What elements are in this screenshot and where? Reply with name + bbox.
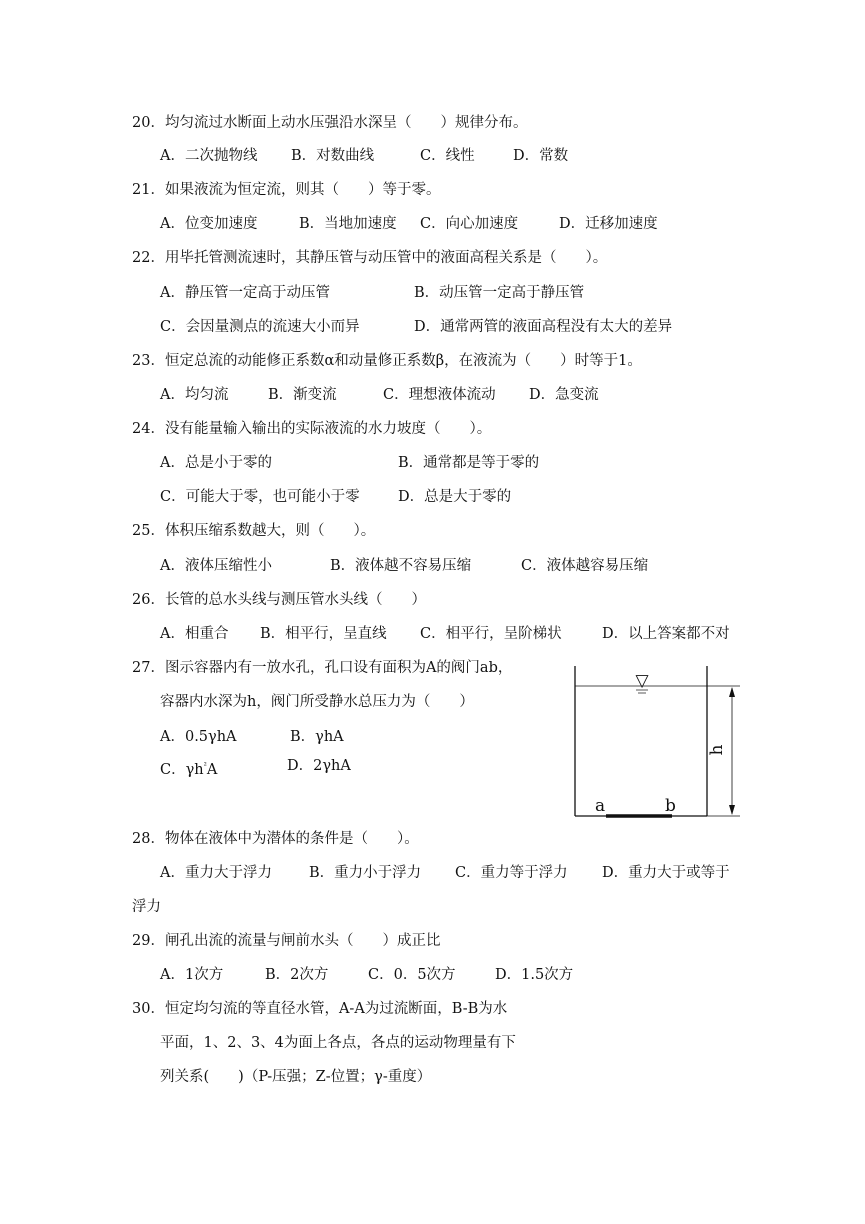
- q20-option-a: A．二次抛物线: [160, 148, 258, 164]
- q20-option-c: C．线性: [420, 148, 475, 164]
- q27-option-c: [160, 756, 217, 780]
- q22-option-d: D．通常两管的液面高程没有太大的差异: [414, 319, 673, 335]
- q23-option-c: C．理想液体流动: [383, 387, 496, 403]
- q22-option-c: C．会因量测点的流速大小而异: [160, 319, 360, 335]
- question-27-stem-line2: 容器内水深为h，阀门所受静水总压力为（ ）: [160, 694, 474, 710]
- dim-arrow-down-icon: [729, 805, 735, 815]
- q27-option-c-area: A: [206, 762, 218, 778]
- question-22-stem: 22．用毕托管测流速时，其静压管与动压管中的液面高程关系是（ ）。: [132, 250, 608, 266]
- question-24-stem: 24．没有能量输入输出的实际液流的水力坡度（ ）。: [132, 421, 492, 437]
- water-surface-icon: ▽: [635, 671, 649, 691]
- question-23-stem: 23．恒定总流的动能修正系数α和动量修正系数β，在液流为（ ）时等于1。: [132, 353, 642, 369]
- q24-option-d: D．总是大于零的: [398, 489, 512, 505]
- q26-option-d: D．以上答案都不对: [602, 626, 730, 642]
- q25-option-b: B．液体越不容易压缩: [330, 558, 472, 574]
- q29-option-c: C．0．5次方: [368, 967, 456, 983]
- label-a: a: [595, 796, 606, 816]
- q26-option-a: A．相重合: [160, 626, 229, 642]
- question-27-stem: 27．图示容器内有一放水孔，孔口设有面积为A的阀门ab，: [132, 660, 513, 676]
- q27-option-b: B．γhA: [290, 729, 344, 745]
- question-29-stem: 29．闸孔出流的流量与闸前水头（ ）成正比: [132, 933, 441, 949]
- q20-option-d: D．常数: [513, 148, 569, 164]
- q28-option-d-continuation: 浮力: [132, 899, 161, 915]
- q28-option-b: B．重力小于浮力: [309, 865, 422, 881]
- q29-option-b: B．2次方: [265, 967, 329, 983]
- question-26-stem: 26．长管的总水头线与测压管水头线（ ）: [132, 592, 426, 608]
- q23-option-a: A．均匀流: [160, 387, 229, 403]
- label-h: h: [707, 744, 727, 756]
- q29-option-d: D．1.5次方: [495, 967, 574, 983]
- q27-option-d: D．2γhA: [287, 758, 351, 774]
- question-21-stem: 21．如果液流为恒定流，则其（ ）等于零。: [132, 182, 441, 198]
- question-25-stem: 25．体积压缩系数越大，则（ ）。: [132, 523, 376, 539]
- question-30-stem-line3: 列关系( )（P-压强；Z-位置；γ-重度）: [160, 1069, 432, 1085]
- question-30-stem-line2: 平面，1、2、3、4为面上各点，各点的运动物理量有下: [160, 1035, 516, 1051]
- container-diagram-svg: [572, 664, 742, 822]
- q26-option-b: B．相平行，呈直线: [260, 626, 387, 642]
- q22-option-b: B．动压管一定高于静压管: [414, 285, 585, 301]
- q21-option-d: D．迁移加速度: [559, 216, 658, 232]
- question-30-stem: 30．恒定均匀流的等直径水管，A-A为过流断面，B-B为水: [132, 1001, 508, 1017]
- q23-option-d: D．急变流: [529, 387, 599, 403]
- q23-option-b: B．渐变流: [268, 387, 337, 403]
- question-20-stem: 20．均匀流过水断面上动水压强沿水深呈（ ）规律分布。: [132, 115, 528, 131]
- q25-option-a: A．液体压缩性小: [160, 558, 272, 574]
- q21-option-c: C．向心加速度: [420, 216, 519, 232]
- label-b: b: [665, 796, 676, 816]
- container-diagram: [572, 664, 742, 822]
- q24-option-c: C．可能大于零，也可能小于零: [160, 489, 360, 505]
- dim-arrow-up-icon: [729, 687, 735, 697]
- q27-option-c-base: C．γh: [160, 762, 204, 778]
- q24-option-a: A．总是小于零的: [160, 455, 272, 471]
- q27-option-a: A．0.5γhA: [160, 729, 237, 745]
- q21-option-b: B．当地加速度: [299, 216, 397, 232]
- q26-option-c: C．相平行，呈阶梯状: [420, 626, 562, 642]
- q21-option-a: A．位变加速度: [160, 216, 258, 232]
- q28-option-a: A．重力大于浮力: [160, 865, 272, 881]
- q28-option-c: C．重力等于浮力: [455, 865, 568, 881]
- q28-option-d: D．重力大于或等于: [602, 865, 730, 881]
- q20-option-b: B．对数曲线: [291, 148, 375, 164]
- question-28-stem: 28．物体在液体中为潜体的条件是（ ）。: [132, 831, 419, 847]
- q27-option-c-exponent: ²: [203, 761, 207, 770]
- q29-option-a: A．1次方: [160, 967, 224, 983]
- q24-option-b: B．通常都是等于零的: [398, 455, 540, 471]
- q22-option-a: A．静压管一定高于动压管: [160, 285, 330, 301]
- q25-option-c: C．液体越容易压缩: [521, 558, 649, 574]
